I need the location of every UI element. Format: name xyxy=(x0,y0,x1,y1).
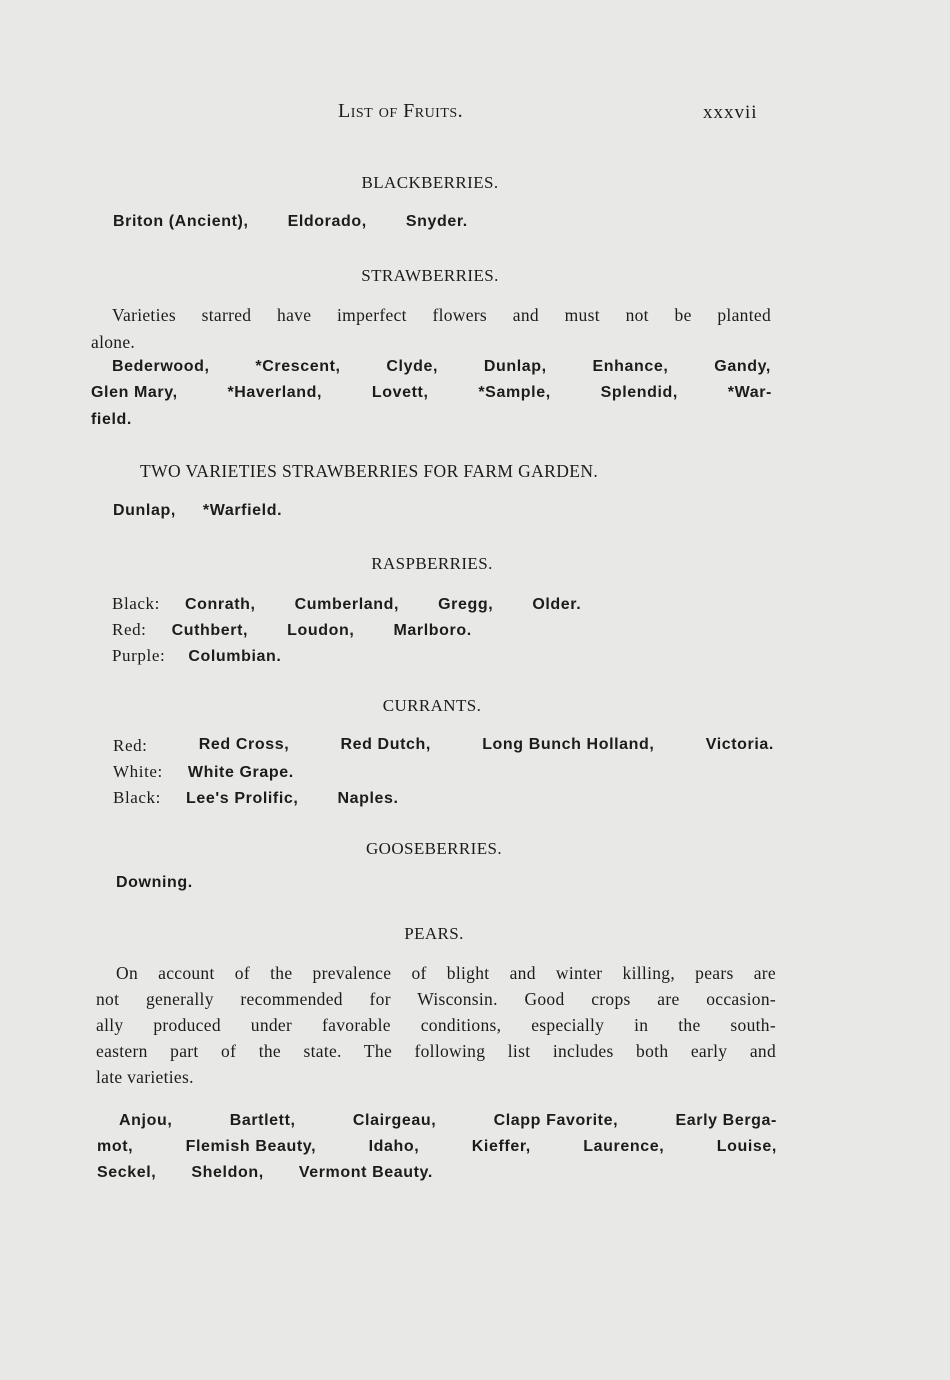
currants-white-row xyxy=(113,762,328,782)
variety-item: Cumberland, xyxy=(294,596,400,613)
pears-note-line: late varieties. xyxy=(96,1067,194,1087)
variety-item: Glen Mary, xyxy=(91,384,178,401)
gooseberries-heading: GOOSEBERRIES. xyxy=(365,839,503,858)
color-label: Red: xyxy=(113,736,148,755)
variety-item: Lovett, xyxy=(371,384,429,401)
variety-item: Bederwood, xyxy=(112,358,210,375)
variety-item: Flemish Beauty, xyxy=(185,1138,317,1155)
variety-item: Kieffer, xyxy=(471,1138,531,1155)
variety-item: Sheldon, xyxy=(191,1164,264,1181)
variety-item: Early Berga- xyxy=(675,1112,777,1129)
farm-garden-varieties xyxy=(113,502,316,520)
raspberries-heading: RASPBERRIES. xyxy=(371,554,493,573)
variety-item: Gregg, xyxy=(438,596,494,613)
variety-item: Splendid, xyxy=(600,384,678,401)
page-number: xxxvii xyxy=(703,102,758,123)
variety-item: Dunlap, xyxy=(483,358,547,375)
raspberries-red-row xyxy=(112,620,506,640)
strawberries-note-line: alone. xyxy=(91,332,136,352)
pears-row xyxy=(97,1164,467,1182)
variety-item: field. xyxy=(91,411,132,428)
pears-heading: PEARS. xyxy=(404,924,464,943)
variety-item: Enhance, xyxy=(592,358,669,375)
variety-item: Idaho, xyxy=(368,1138,420,1155)
variety-item: mot, xyxy=(97,1138,134,1155)
color-label: Black: xyxy=(112,594,160,613)
variety-item: White Grape. xyxy=(187,764,294,781)
variety-item: *Sample, xyxy=(478,384,551,401)
variety-item: Clyde, xyxy=(386,358,438,375)
gooseberries-varieties xyxy=(116,874,227,892)
pears-note-line: On account of the prevalence of blight and winter killing, pears are xyxy=(116,963,776,983)
strawberries-row xyxy=(112,358,771,376)
strawberries-note-line xyxy=(112,305,771,326)
color-label: Black: xyxy=(113,788,161,807)
variety-item: Red Cross, xyxy=(198,736,290,753)
raspberries-black-row xyxy=(112,594,615,614)
variety-item: Naples. xyxy=(337,790,399,807)
blackberries-heading: BLACKBERRIES. xyxy=(361,173,499,192)
variety-item: *Haverland, xyxy=(227,384,323,401)
pears-row xyxy=(97,1138,777,1156)
pears-note-line: not generally recommended for Wisconsin. Good crops are occasion- xyxy=(96,989,776,1009)
color-label: Purple: xyxy=(112,646,166,665)
farm-garden-heading: TWO VARIETIES STRAWBERRIES FOR FARM GARDEN. xyxy=(140,461,599,481)
variety-item: Clapp Favorite, xyxy=(493,1112,619,1129)
variety-item: Anjou, xyxy=(119,1112,173,1129)
variety-item: Vermont Beauty. xyxy=(298,1164,433,1181)
blackberries-varieties xyxy=(113,213,502,231)
variety-item: Red Dutch, xyxy=(340,736,431,753)
variety-item: Seckel, xyxy=(97,1164,157,1181)
color-label: White: xyxy=(113,762,163,781)
variety-item: *Warfield. xyxy=(202,502,283,519)
variety-item: Downing. xyxy=(116,874,193,891)
running-head-title: List of Fruits. xyxy=(338,100,464,122)
variety-item: Columbian. xyxy=(188,648,282,665)
pears-note xyxy=(96,960,776,1090)
variety-item: Laurence, xyxy=(583,1138,665,1155)
variety-item: Clairgeau, xyxy=(352,1112,437,1129)
variety-item: Dunlap, xyxy=(113,502,176,519)
pears-note-line: eastern part of the state. The following list includes both early and xyxy=(96,1041,776,1061)
variety-item: Older. xyxy=(532,596,582,613)
variety-item: Louise, xyxy=(716,1138,777,1155)
currants-black-row xyxy=(113,788,433,808)
variety-item: *Crescent, xyxy=(255,358,341,375)
currants-heading: CURRANTS. xyxy=(382,696,482,715)
strawberries-row xyxy=(91,384,772,402)
variety-item: Snyder. xyxy=(405,213,468,230)
variety-item: Bartlett, xyxy=(229,1112,296,1129)
variety-item: Gandy, xyxy=(714,358,771,375)
variety-item: Long Bunch Holland, xyxy=(482,736,655,753)
variety-item: Marlboro. xyxy=(393,622,472,639)
color-label: Red: xyxy=(112,620,147,639)
running-head xyxy=(338,100,463,123)
variety-item: Loudon, xyxy=(287,622,355,639)
variety-item: *War- xyxy=(727,384,772,401)
variety-item: Cuthbert, xyxy=(171,622,249,639)
currants-red-row xyxy=(113,736,774,756)
variety-item: Eldorado, xyxy=(287,213,367,230)
pears-row xyxy=(119,1112,777,1130)
variety-item: Lee's Prolific, xyxy=(186,790,299,807)
variety-item: Briton (Ancient), xyxy=(113,213,249,230)
raspberries-purple-row xyxy=(112,646,315,666)
variety-item: Victoria. xyxy=(705,736,774,753)
strawberries-heading: STRAWBERRIES. xyxy=(361,266,499,285)
strawberries-note-text: Varieties starred have imperfect flowers and must not be planted xyxy=(112,305,771,325)
variety-item: Conrath, xyxy=(185,596,256,613)
pears-note-line: ally produced under favorable conditions, especially in the south- xyxy=(96,1015,776,1035)
